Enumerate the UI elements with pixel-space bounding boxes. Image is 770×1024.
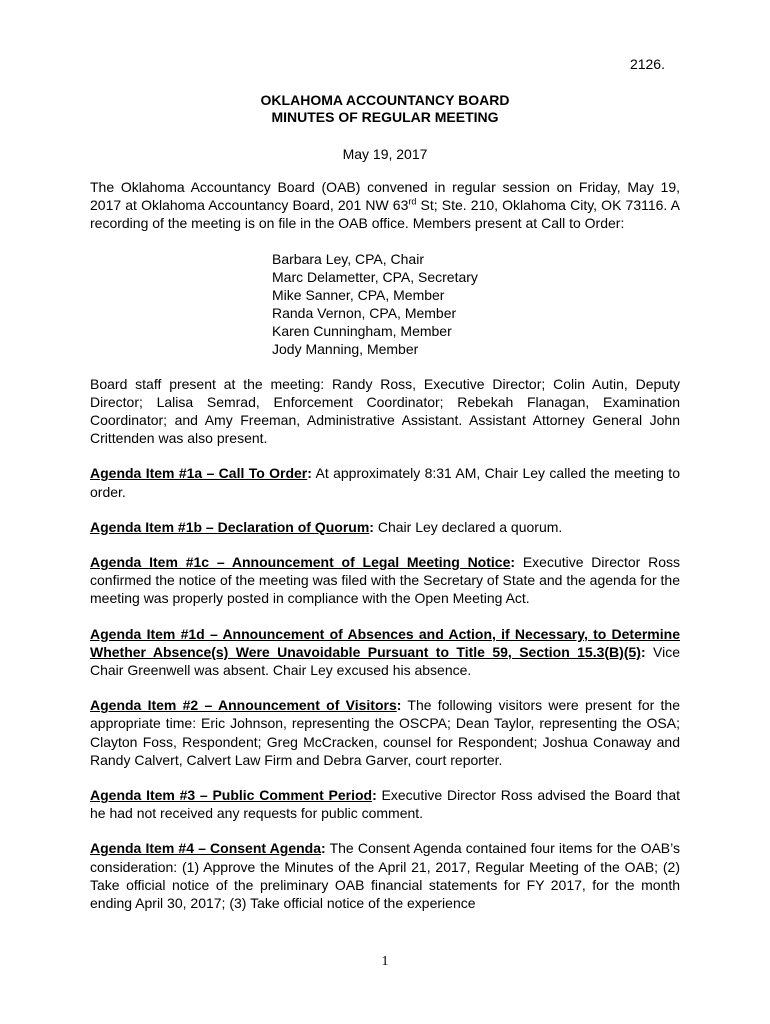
agenda-heading: Agenda Item #2 – Announcement of Visitors (90, 697, 397, 714)
document-body (90, 178, 680, 929)
intro-paragraph: The Oklahoma Accountancy Board (OAB) convened in regular session on Friday, May 19, 2017 at Oklahoma Accountancy Board, 201 NW 63rd St; Ste. 210, Oklahoma City, OK 73116. A recording of the meeting is on file in the OAB office. Members present at Call to Order: (90, 179, 681, 232)
agenda-heading: Agenda Item #1d – Announcement of Absences and Action, if Necessary, to Determine Whether Absence(s) Were Unavoidable Pursuant to Title 59, Section 15.3(B)(5) (90, 625, 680, 660)
title-line-1: OKLAHOMA ACCOUNTANCY BOARD (260, 92, 510, 108)
member-item: Mike Sanner, CPA, Member (272, 286, 445, 303)
agenda-item-1b: Agenda Item #1b – Declaration of Quorum: Chair Ley declared a quorum. (90, 518, 563, 535)
agenda-heading: Agenda Item #4 – Consent Agenda (90, 840, 322, 857)
members-list (272, 250, 680, 358)
staff-paragraph: Board staff present at the meeting: Randy Ross, Executive Director; Colin Autin, Deputy Director; Lalisa Semrad, Enforcement Coordinator; Rebekah Flanagan, Examination Coordinator; and Amy Freeman, Administrative Assistant. Assistant Attorney General John Crittenden was also present. (90, 375, 680, 447)
agenda-heading: Agenda Item #1a – Call To Order (90, 465, 308, 482)
agenda-item-1a: Agenda Item #1a – Call To Order: At approximately 8:31 AM, Chair Ley called the meeting to order. (90, 465, 680, 500)
agenda-item-2: Agenda Item #2 – Announcement of Visitors: The following visitors were present for the appropriate time: Eric Johnson, representing the OSCPA; Dean Taylor, representing the OSA; Clayton Foss, Respondent; Greg McCracken, counsel for Respondent; Joshua Conaway and Randy Calvert, Calvert Law Firm and Debra Garver, court reporter. (90, 697, 680, 768)
document-title (0, 92, 770, 126)
agenda-heading: Agenda Item #1b – Declaration of Quorum (90, 518, 370, 535)
meeting-date: May 19, 2017 (342, 146, 428, 162)
agenda-heading: Agenda Item #1c – Announcement of Legal Meeting Notice (90, 554, 511, 571)
agenda-item-1c: Agenda Item #1c – Announcement of Legal Meeting Notice: Executive Director Ross confirmed the notice of the meeting was filed with the Secretary of State and the agenda for the meeting was properly posted in compliance with the Open Meeting Act. (90, 554, 680, 607)
member-item: Marc Delametter, CPA, Secretary (272, 268, 478, 285)
agenda-item-1d: Agenda Item #1d – Announcement of Absences and Action, if Necessary, to Determine Whether Absence(s) Were Unavoidable Pursuant to Title 59, Section 15.3(B)(5): Vice Chair Greenwell was absent. Chair Ley excused his absence. (90, 625, 681, 679)
member-item: Randa Vernon, CPA, Member (272, 304, 457, 321)
member-item: Jody Manning, Member (272, 340, 419, 357)
agenda-item-3: Agenda Item #3 – Public Comment Period: Executive Director Ross advised the Board that he had not received any requests for public comment. (90, 787, 681, 822)
page-number: 2126. (629, 56, 665, 72)
agenda-item-4: Agenda Item #4 – Consent Agenda: The Consent Agenda contained four items for the OAB’s consideration: (1) Approve the Minutes of the April 21, 2017, Regular Meeting of the OAB; (2) Take official notice of the preliminary OAB financial statements for FY 2017, for the month ending April 30, 2017; (3) Take official notice of the experience (90, 840, 680, 912)
footer-page-number: 1 (381, 954, 389, 969)
member-item: Barbara Ley, CPA, Chair (272, 250, 424, 267)
member-item: Karen Cunningham, Member (272, 322, 452, 339)
agenda-heading: Agenda Item #3 – Public Comment Period (90, 787, 373, 804)
title-line-2: MINUTES OF REGULAR MEETING (271, 109, 499, 125)
